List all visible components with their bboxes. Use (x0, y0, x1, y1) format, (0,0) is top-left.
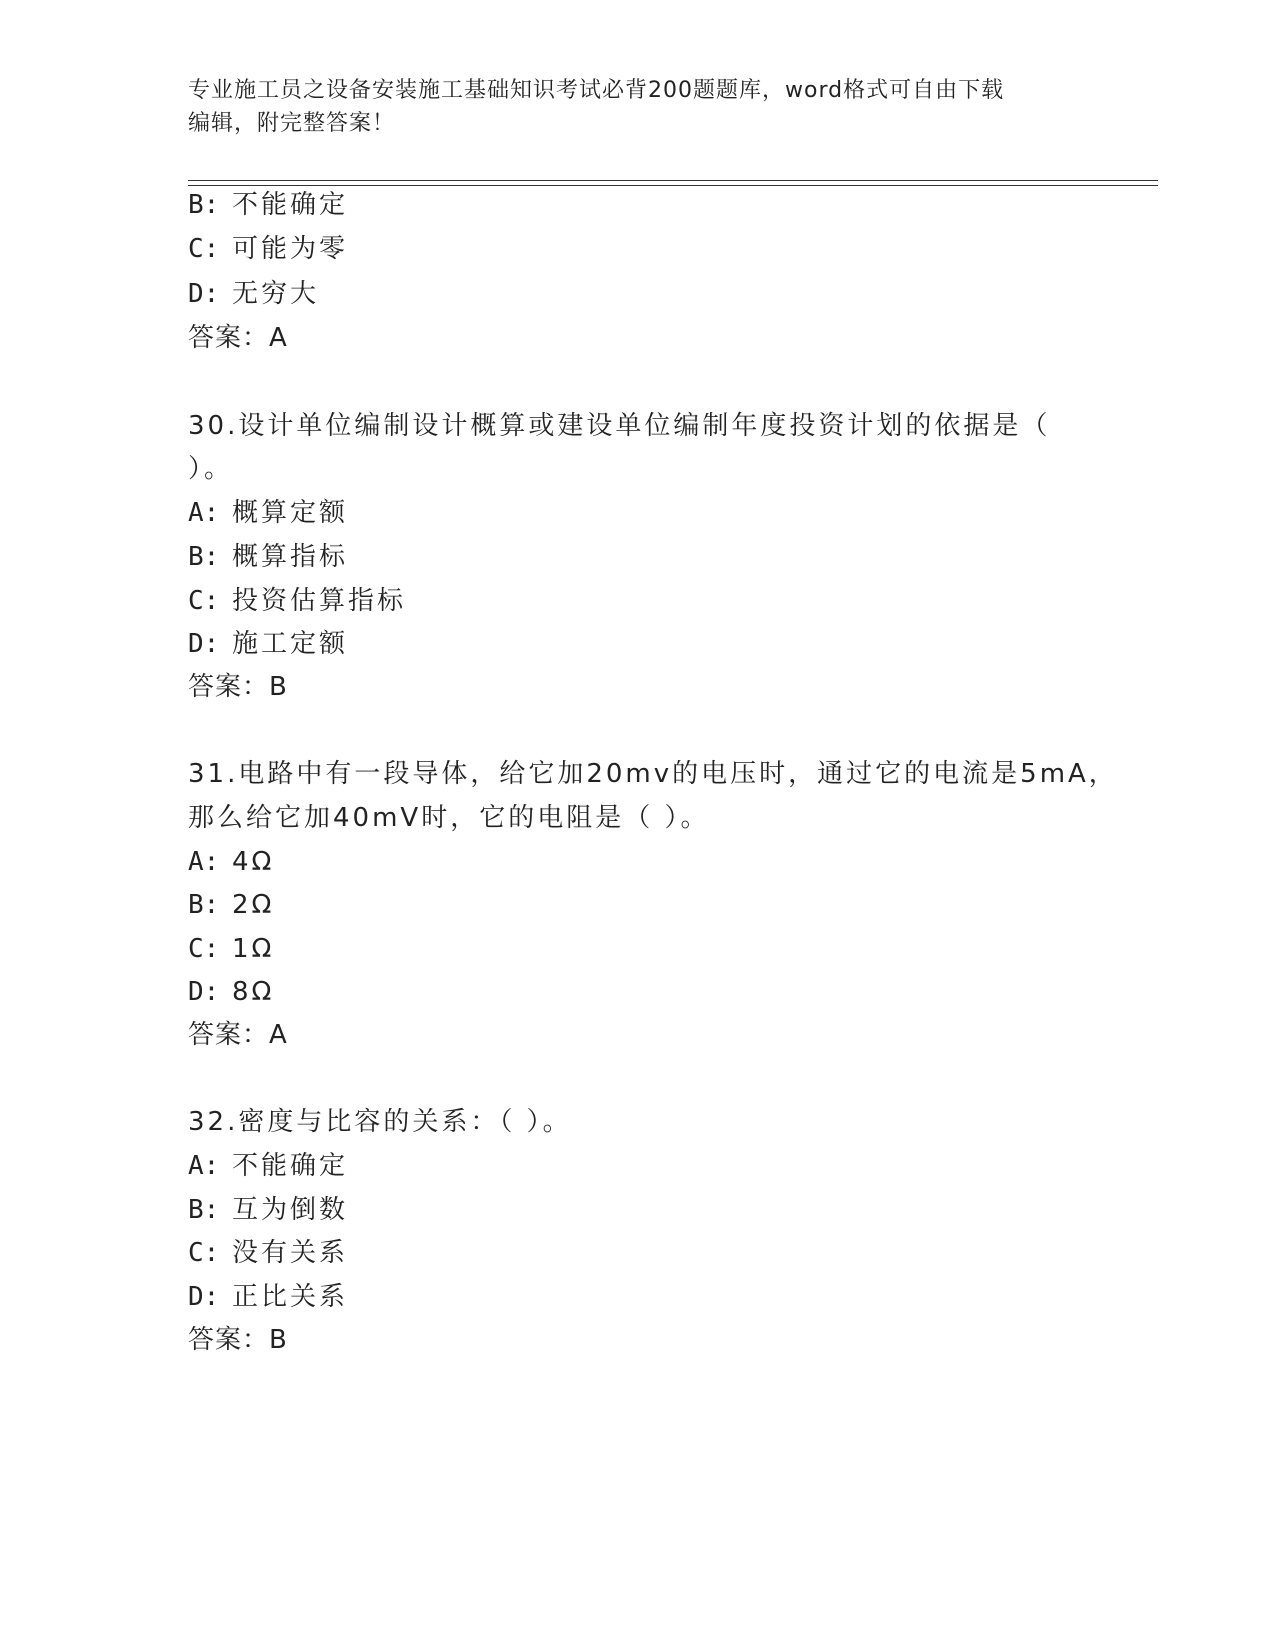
answer-line: 答案：A (188, 323, 288, 353)
option-a: A: 概算定额 (188, 498, 349, 528)
option-b: B: 互为倒数 (188, 1195, 349, 1225)
option-b: B: 2Ω (188, 890, 275, 920)
header-rule-top (188, 180, 1158, 181)
answer-line: 答案：A (188, 1020, 288, 1050)
option-b: B: 概算指标 (188, 542, 349, 572)
question-stem-line-2: ）。 (188, 454, 234, 484)
option-c: C: 投资估算指标 (188, 586, 407, 616)
option-c: C: 可能为零 (188, 234, 349, 264)
option-a: A: 不能确定 (188, 1151, 349, 1181)
question-stem-line-1: 30.设计单位编制设计概算或建设单位编制年度投资计划的依据是（ (188, 411, 1051, 441)
option-d: D: 施工定额 (188, 629, 349, 659)
option-a: A: 4Ω (188, 847, 275, 877)
option-b: B: 不能确定 (188, 190, 349, 220)
option-c: C: 没有关系 (188, 1238, 349, 1268)
question-stem-line-1: 32.密度与比容的关系：（ ）。 (188, 1107, 572, 1137)
option-d: D: 无穷大 (188, 279, 320, 309)
option-c: C: 1Ω (188, 934, 275, 964)
question-stem-line-1: 31.电路中有一段导体，给它加20mv的电压时，通过它的电流是5mA， (188, 759, 1118, 789)
header-rule-bottom (188, 185, 1158, 186)
option-d: D: 8Ω (188, 977, 275, 1007)
header-title-line-2: 编辑，附完整答案！ (188, 111, 396, 136)
question-stem-line-2: 那么给它加40mV时，它的电阻是（ ）。 (188, 803, 710, 833)
header-title-line-1: 专业施工员之设备安装施工基础知识考试必背200题题库，word格式可自由下载 (188, 78, 1005, 103)
option-d: D: 正比关系 (188, 1282, 349, 1312)
answer-line: 答案：B (188, 672, 288, 702)
answer-line: 答案：B (188, 1325, 288, 1355)
document-header (188, 74, 1088, 140)
